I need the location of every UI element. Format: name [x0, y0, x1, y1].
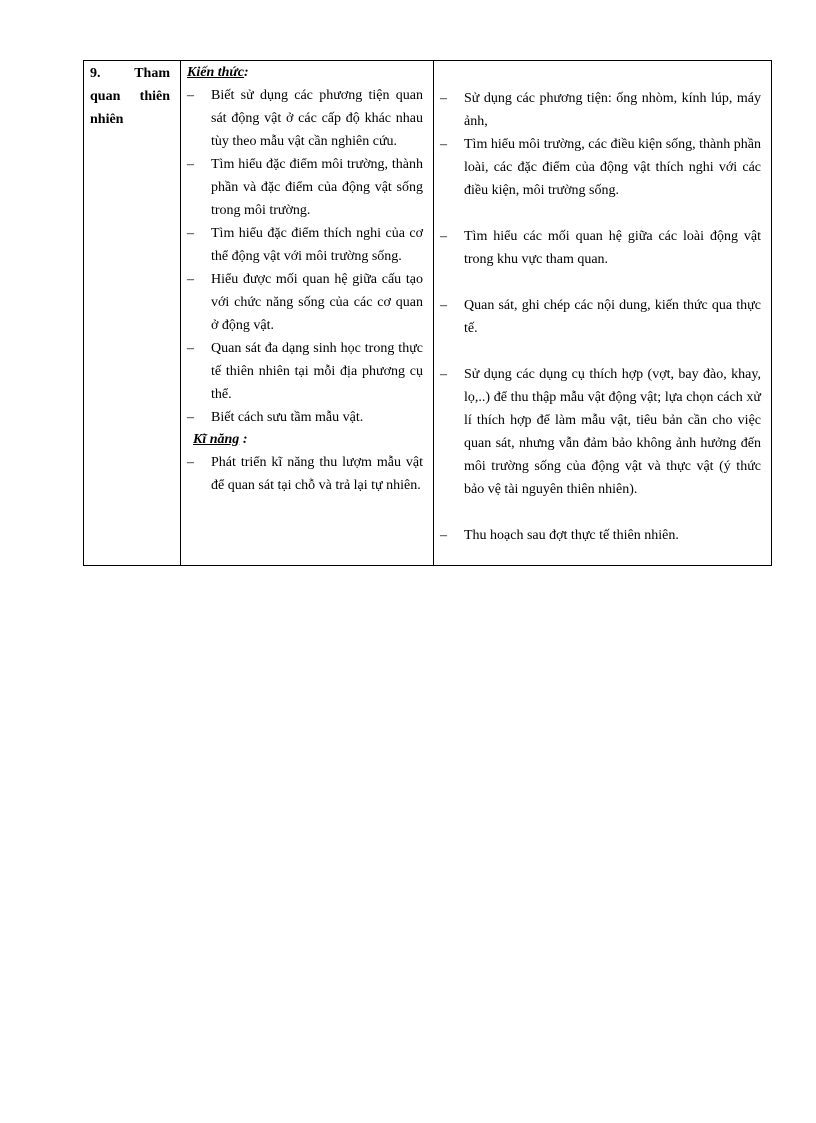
list-item: – Biết sử dụng các phương tiện quan sát động vật ở các cấp độ khác nhau tùy theo mẫu vật cần nghiên cứu. — [187, 84, 423, 153]
list-item: – Tìm hiểu đặc điểm thích nghi của cơ thể động vật với môi trường sống. — [187, 222, 423, 268]
list-item: – Quan sát, ghi chép các nội dung, kiến thức qua thực tế. — [440, 294, 761, 340]
list-item: – Biết cách sưu tầm mẫu vật. — [187, 406, 423, 429]
topic-cell — [84, 61, 181, 566]
list-item: – Sử dụng các phương tiện: ống nhòm, kính lúp, máy ảnh, — [440, 87, 761, 133]
topic-title — [84, 61, 180, 131]
table-row — [84, 61, 772, 566]
topic-word: nhiên — [90, 112, 124, 127]
topic-word: Tham — [134, 66, 170, 81]
list-item: – Tìm hiểu các mối quan hệ giữa các loài động vật trong khu vực tham quan. — [440, 225, 761, 271]
list-item: – Sử dụng các dụng cụ thích hợp (vợt, bay đào, khay, lọ,..) để thu thập mẫu vật động vật; lựa chọn cách xử lí thích hợp để làm mẫu vật, tiêu bản cần cho việc quan sát, nhưng vẫn đảm bảo không ảnh hưởng đến môi trường sống của động vật và thực vật (ý thức bảo vệ tài nguyên thiên nhiên). — [440, 363, 761, 501]
list-item: – Hiểu được mối quan hệ giữa cấu tạo với chức năng sống của các cơ quan ở động vật. — [187, 268, 423, 337]
list-item: – Tìm hiểu môi trường, các điều kiện sống, thành phần loài, các đặc điểm của động vật thích nghi với các điều kiện, môi trường sống. — [440, 133, 761, 202]
guidance-cell — [434, 61, 772, 566]
topic-word: quan — [90, 89, 121, 104]
skills-heading: Kĩ năng : — [193, 432, 248, 447]
list-item: – Thu hoạch sau đợt thực tế thiên nhiên. — [440, 524, 761, 547]
list-item: – Quan sát đa dạng sinh học trong thực tế thiên nhiên tại mỗi địa phương cụ thể. — [187, 337, 423, 406]
knowledge-heading: Kiến thức: — [187, 65, 249, 80]
list-item: – Phát triển kĩ năng thu lượm mẫu vật để quan sát tại chỗ và trả lại tự nhiên. — [187, 451, 423, 497]
curriculum-table — [83, 60, 772, 566]
topic-word: thiên — [139, 89, 170, 104]
list-item: – Tìm hiểu đặc điểm môi trường, thành phần và đặc điểm của động vật sống trong môi trường. — [187, 153, 423, 222]
knowledge-list — [187, 84, 423, 429]
topic-number: 9. — [90, 66, 101, 81]
objectives-cell — [181, 61, 434, 566]
guidance-list — [440, 87, 761, 547]
skills-list — [187, 451, 423, 497]
